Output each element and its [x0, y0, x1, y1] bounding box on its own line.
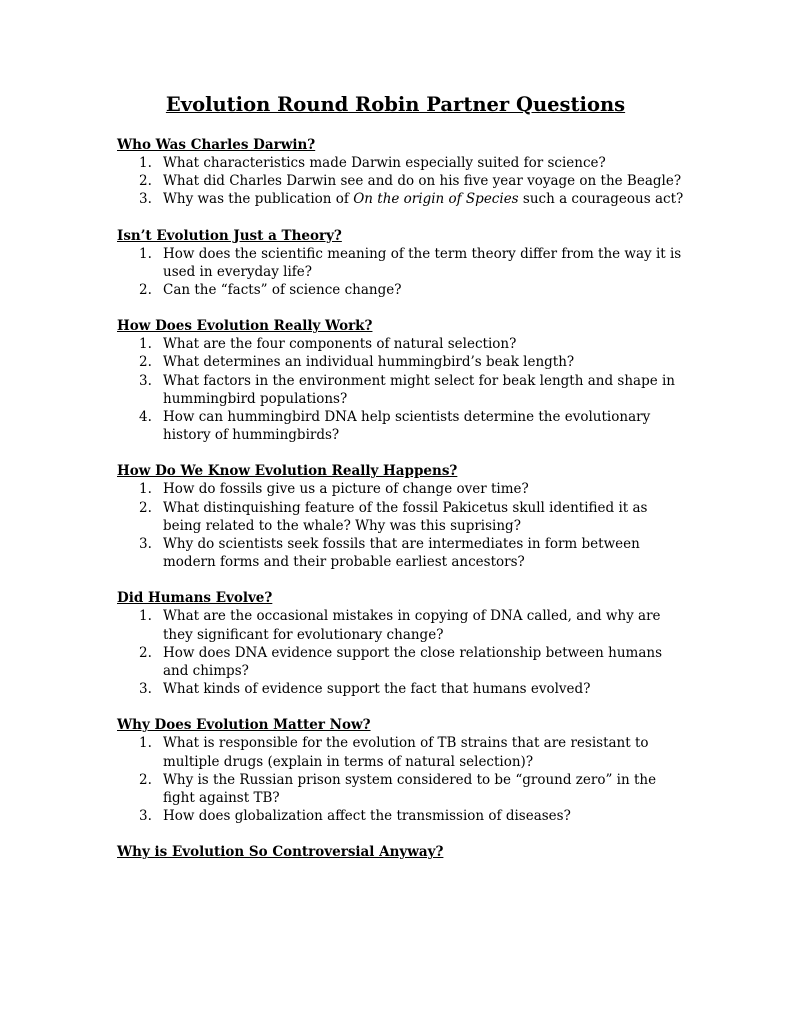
question-text-after: such a courageous act? [518, 191, 684, 208]
question-item [117, 281, 687, 299]
question-number: 2. [139, 644, 152, 661]
question-item [117, 680, 687, 698]
question-text-before: How does DNA evidence support the close relationship between humans and chimps? [163, 644, 663, 680]
question-number: 1. [139, 245, 152, 262]
question-text [163, 608, 661, 642]
question-text [163, 808, 571, 824]
question-text-before: What determines an individual hummingbird’s beak length? [163, 354, 575, 371]
question-item [117, 190, 687, 208]
question-item [117, 172, 687, 190]
question-number: 3. [139, 681, 152, 698]
question-text [163, 409, 650, 443]
question-item [117, 644, 687, 680]
question-text [163, 645, 662, 679]
question-section [117, 462, 687, 571]
question-number: 3. [139, 536, 152, 553]
question-item [117, 734, 687, 770]
question-number: 1. [139, 481, 152, 498]
section-heading: Did Humans Evolve? [117, 590, 273, 607]
question-text [163, 354, 574, 370]
question-item [117, 154, 687, 172]
question-text [163, 173, 681, 189]
question-number: 1. [139, 735, 152, 752]
section-heading: Isn’t Evolution Just a Theory? [117, 227, 342, 244]
question-number: 2. [139, 354, 152, 371]
section-heading: Why Does Evolution Matter Now? [117, 717, 371, 734]
question-number: 1. [139, 608, 152, 625]
question-text [163, 681, 590, 697]
question-item [117, 535, 687, 571]
question-item [117, 499, 687, 535]
question-section [117, 589, 687, 698]
question-text-before: What did Charles Darwin see and do on his five year voyage on the Beagle? [163, 173, 682, 190]
question-text-italic: On the origin of Species [353, 191, 519, 208]
question-text-before: What are the four components of natural selection? [163, 336, 517, 353]
question-text [163, 282, 401, 298]
question-section [117, 843, 687, 861]
question-section [117, 317, 687, 444]
question-text-before: What characteristics made Darwin especially suited for science? [163, 155, 606, 171]
document-title: Evolution Round Robin Partner Questions [165, 93, 626, 116]
question-text-before: Why is the Russian prison system considered to be “ground zero” in the fight against TB? [163, 771, 657, 807]
question-section [117, 136, 687, 209]
question-text-before: How do fossils give us a picture of change over time? [163, 481, 529, 498]
question-number: 2. [139, 771, 152, 788]
question-text [163, 191, 683, 207]
question-text [163, 536, 640, 570]
question-text [163, 500, 647, 534]
question-text-before: How can hummingbird DNA help scientists determine the evolutionary history of hummingbirds? [163, 409, 651, 444]
question-number: 2. [139, 173, 152, 190]
question-text-before: Why was the publication of [163, 191, 354, 208]
question-text [163, 373, 675, 407]
question-text-before: How does globalization affect the transmission of diseases? [163, 808, 571, 825]
question-section [117, 716, 687, 825]
question-section [117, 227, 687, 300]
question-text-before: What distinquishing feature of the fossil Pakicetus skull identified it as being related to the whale? Why was this suprising? [163, 499, 648, 534]
section-heading: Who Was Charles Darwin? [117, 137, 316, 153]
question-text [163, 735, 649, 769]
question-number: 2. [139, 499, 152, 516]
question-text [163, 155, 606, 171]
section-heading: How Does Evolution Really Work? [117, 318, 373, 335]
question-text [163, 772, 656, 806]
question-text-before: What are the occasional mistakes in copying of DNA called, and why are they significant for evolutionary change? [163, 608, 661, 643]
question-list [117, 480, 687, 571]
question-item [117, 807, 687, 825]
question-text-before: How does the scientific meaning of the term theory differ from the way it is used in everyday life? [163, 245, 682, 280]
question-text [163, 336, 516, 352]
question-number: 3. [139, 191, 152, 208]
question-number: 2. [139, 282, 152, 299]
question-text [163, 481, 529, 497]
question-text-before: What factors in the environment might select for beak length and shape in hummingbird populations? [163, 372, 676, 407]
question-number: 3. [139, 372, 152, 389]
question-item [117, 771, 687, 807]
question-number: 4. [139, 409, 152, 426]
question-list [117, 607, 687, 698]
question-list [117, 154, 687, 209]
question-text [163, 246, 681, 280]
question-text-before: What kinds of evidence support the fact that humans evolved? [163, 681, 591, 698]
question-list [117, 734, 687, 825]
question-item [117, 607, 687, 643]
question-list [117, 335, 687, 444]
question-item [117, 408, 687, 444]
question-item [117, 353, 687, 371]
question-text-before: What is responsible for the evolution of TB strains that are resistant to multiple drugs (explain in terms of natural selection)? [163, 735, 649, 770]
question-item [117, 372, 687, 408]
question-number: 1. [139, 155, 152, 171]
section-heading: Why is Evolution So Controversial Anyway? [117, 844, 444, 861]
question-item [117, 480, 687, 498]
question-number: 3. [139, 808, 152, 825]
question-sections [117, 136, 687, 879]
question-text-before: Can the “facts” of science change? [163, 282, 402, 299]
question-list [117, 245, 687, 300]
question-text-before: Why do scientists seek fossils that are intermediates in form between modern forms and their probable earliest ancestors? [163, 536, 640, 571]
section-heading: How Do We Know Evolution Really Happens? [117, 463, 458, 480]
question-number: 1. [139, 336, 152, 353]
question-item [117, 245, 687, 281]
question-item [117, 335, 687, 353]
